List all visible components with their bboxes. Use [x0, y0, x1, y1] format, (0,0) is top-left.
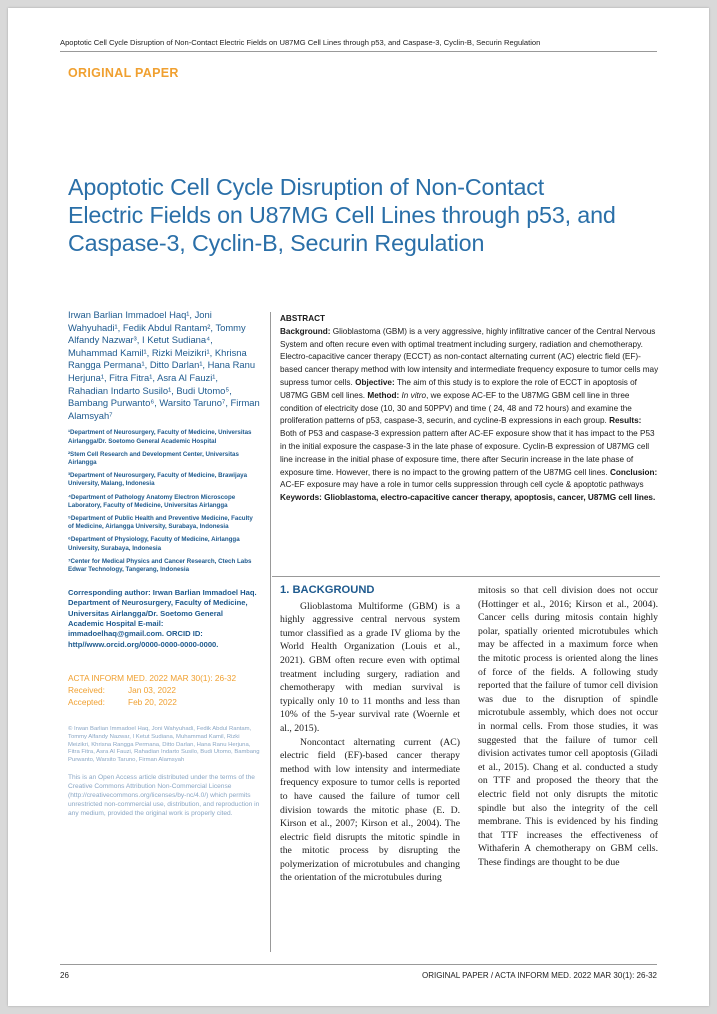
article-dates: [68, 684, 260, 708]
title-line-2: Electric Fields on U87MG Cell Lines through p53, and: [68, 202, 616, 228]
affiliation-item: ¹Department of Neurosurgery, Faculty of Medicine, Universitas Airlangga/Dr. Soetomo General Academic Hospital: [68, 429, 252, 445]
paper-title: [68, 173, 668, 257]
body-column-1: [280, 584, 460, 885]
section-heading: 1. BACKGROUND: [280, 584, 375, 596]
received-row: [68, 684, 260, 696]
title-line-1: Apoptotic Cell Cycle Disruption of Non-Contact: [68, 174, 545, 200]
affiliation-item: ⁷Center for Medical Physics and Cancer Research, Ctech Labs Edwar Technology, Tangerang, Indonesia: [68, 557, 252, 573]
body-column-2: [478, 584, 658, 869]
affiliation-item: ⁶Department of Physiology, Faculty of Medicine, Airlangga University, Surabaya, Indonesia: [68, 536, 240, 552]
affiliation-item: ⁵Department of Public Health and Preventive Medicine, Faculty of Medicine, Airlangga University, Surabaya, Indonesia: [68, 514, 253, 531]
keywords-label: Keywords:: [280, 493, 322, 503]
keywords-text: Glioblastoma, electro-capacitive cancer therapy, apoptosis, cancer, U87MG cell lines.: [324, 493, 656, 503]
column-divider: [270, 312, 271, 952]
abstract-objective: The aim of this study is to explore the role of ECCT in apoptosis of U87MG GBM cell lines.: [280, 377, 637, 400]
received-label: Received:: [68, 684, 105, 695]
abstract-conclusion: AC-EF exposure may have a role in tumor cells suppression through cell cycle & apoptotic pathways: [280, 480, 644, 490]
abstract-heading: ABSTRACT: [280, 314, 326, 323]
journal-info: [68, 672, 260, 708]
method-label: Method:: [367, 390, 400, 400]
left-sidebar: [68, 309, 260, 818]
paragraph: mitosis so that cell division does not occur (Hottinger et al., 2016; Kirson et al., 2004). Cancer cells during mitosis contain highly polar, spatially oriented microtubules which may be affected in a maximum force when the mitotic process is oriented along the lines of force of the fields. A following study reported that the failure of tumor cell division was due to the disruption of spindle microtubule assembly, which does not occur in normal cells. From those studies, it was suggested that the failure of tumor cell division activates tumor cell apoptosis (Giladi et al., 2015). Chang et al. conducted a study on TTF and proposed the theory that the electric field not only disrupts the mitotic spindle but also the integrity of the cell membrane. This is evidenced by his finding that TTF increases the effectiveness of Withaferin A chemotherapy on GBM cells. These findings are thought to be due: [478, 585, 658, 868]
objective-label: Objective:: [355, 377, 395, 387]
keywords: [280, 492, 660, 505]
license-notice: This is an Open Access article distributed under the terms of the Creative Commons Attribution Non-Commercial License (http://creativecommons.org/licenses/by-nc/4.0/) which permits unrestricted non-commercial use, distribution, and reproduction in any medium, provided the original work is properly cited.: [68, 773, 260, 817]
accepted-row: [68, 696, 260, 708]
paragraph: Noncontact alternating current (AC) electric field (EF)-based cancer therapy method with low intensity and intermediate frequency exposure to tumor cells is reported to have caused the failure of tumor cell division towards the mitotic phase (E. D. Kirson et al., 2007; Kirson et al., 2004). The electric field disrupts the mitotic spindle in the mitotic process by disrupting the polymerization of microtubules and changing the orientation of the microtubules during: [280, 736, 460, 884]
abstract-divider: [272, 576, 660, 577]
copyright-notice: © Irwan Barlian Immadoel Haq, Joni Wahyuhadi, Fedik Abdul Rantam, Tommy Alfandy Nazwar, I Ketut Sudiana, Muhammad Kamil, Rizki Meizikri, Khrisna Rangga Permana, Ditto Darlan, Hana Ranu Herjuna, Fitra Fitra, Asra Al Fauzi, Rahadian Indarto Susilo, Budi Utomo, Bambang Purwanto, Warsito Taruno, Firman Alamsyah: [68, 725, 260, 764]
background-label: Background:: [280, 326, 331, 336]
affiliation-item: ⁴Department of Pathology Anatomy Electron Microscope Laboratory, Faculty of Medicine, Universitas Airlangga: [68, 493, 236, 509]
footer-citation: ORIGINAL PAPER / ACTA INFORM MED. 2022 MAR 30(1): 26-32: [421, 971, 657, 980]
header-divider: [60, 51, 657, 52]
corresponding-author: Corresponding author: Irwan Barlian Immadoel Haq. Department of Neurosurgery, Faculty of Medicine, Universitas Airlangga/Dr. Soetomo General Academic Hospital E-mail: immadoelhaq@gmail.com. ORCID ID: http//www.orcid.org/0000-0000-0000-0000.: [68, 588, 257, 649]
abstract-method: , we expose AC-EF to the U87MG GBM cell line in three condition of electricity dose (10, 30 and 50PPV) and time ( 24, 48 and 72 hours) and examine the proliferation patterns of p53, caspase-3, securin, and cycline-B expressions in each group.: [280, 390, 632, 426]
results-label: Results:: [609, 416, 642, 426]
affiliation-item: ³Department of Neurosurgery, Faculty of Medicine, Brawijaya University, Malang, Indonesia: [68, 472, 248, 488]
paragraph: Glioblastoma Multiforme (GBM) is a highly aggressive central nervous system tumor classified as a grade IV glioma by the World Health Organization (Louis et al., 2021). GBM often recure even with optimal treatment including surgery, radiation and chemotherapy with median survival is typically only 10 to 11 months and less than 10% of the 5-year survival rate (Woernle et al., 2015).: [280, 600, 460, 734]
title-line-3: Caspase-3, Cyclin-B, Securin Regulation: [68, 230, 485, 256]
paper-page: [8, 8, 709, 1006]
accepted-label: Accepted:: [68, 696, 105, 707]
author-list: Irwan Barlian Immadoel Haq¹, Joni Wahyuhadi¹, Fedik Abdul Rantam², Tommy Alfandy Nazwar³, I Ketut Sudiana⁴, Muhammad Kamil¹, Rizki Meizikri¹, Khrisna Rangga Permana¹, Ditto Darlan¹, Hana Ranu Herjuna¹, Fitra Fitra¹, Asra Al Fauzi¹, Rahadian Indarto Susilo¹, Budi Utomo⁵, Bambang Purwanto⁶, Warsito Taruno⁷, Firman Alamsyah⁷: [68, 309, 260, 421]
running-head: Apoptotic Cell Cycle Disruption of Non-Contact Electric Fields on U87MG Cell Lines through p53, and Caspase-3, Cyclin-B, Securin Regulation: [60, 38, 541, 47]
received-date: Jan 03, 2022: [128, 684, 176, 695]
abstract-background: Glioblastoma (GBM) is a very aggressive, highly infiltrative cancer of the Central Nervous System and often recure even with optimal treatment including surgery, radiation and chemotherapy. Electro-capacitive cancer therapy (ECCT) as non-contact alternating current (AC) electric field (EF)-based cancer therapy method with low intensity and intermediate frequency exposure to tumor cells may supress tumor cells.: [280, 326, 659, 387]
journal-citation: ACTA INFORM MED. 2022 MAR 30(1): 26-32: [68, 672, 237, 683]
conclusion-label: Conclusion:: [609, 467, 658, 477]
method-italic: In vitro: [401, 390, 427, 400]
footer-divider: [60, 964, 657, 965]
abstract-body: [280, 326, 660, 492]
accepted-date: Feb 20, 2022: [128, 696, 177, 707]
abstract: [280, 313, 660, 505]
abstract-results: Both of P53 and caspase-3 expression pattern after AC-EF exposure show that it has impact to the P53 in the initial exposure the caspase-3 in the late phase of exposure. Cyclin-B expression of U87MG cell line increase in the initial phase of exposure time, there after Securin increase in the late phase of exposure time. However, there is no impact to the growing pattern of the U87MG cell lines.: [280, 429, 655, 477]
affiliation-list: [68, 429, 260, 574]
page-number: 26: [60, 971, 69, 980]
affiliation-item: ²Stem Cell Research and Development Center, Universitas Airlangga: [68, 450, 239, 466]
section-label: ORIGINAL PAPER: [68, 66, 179, 80]
